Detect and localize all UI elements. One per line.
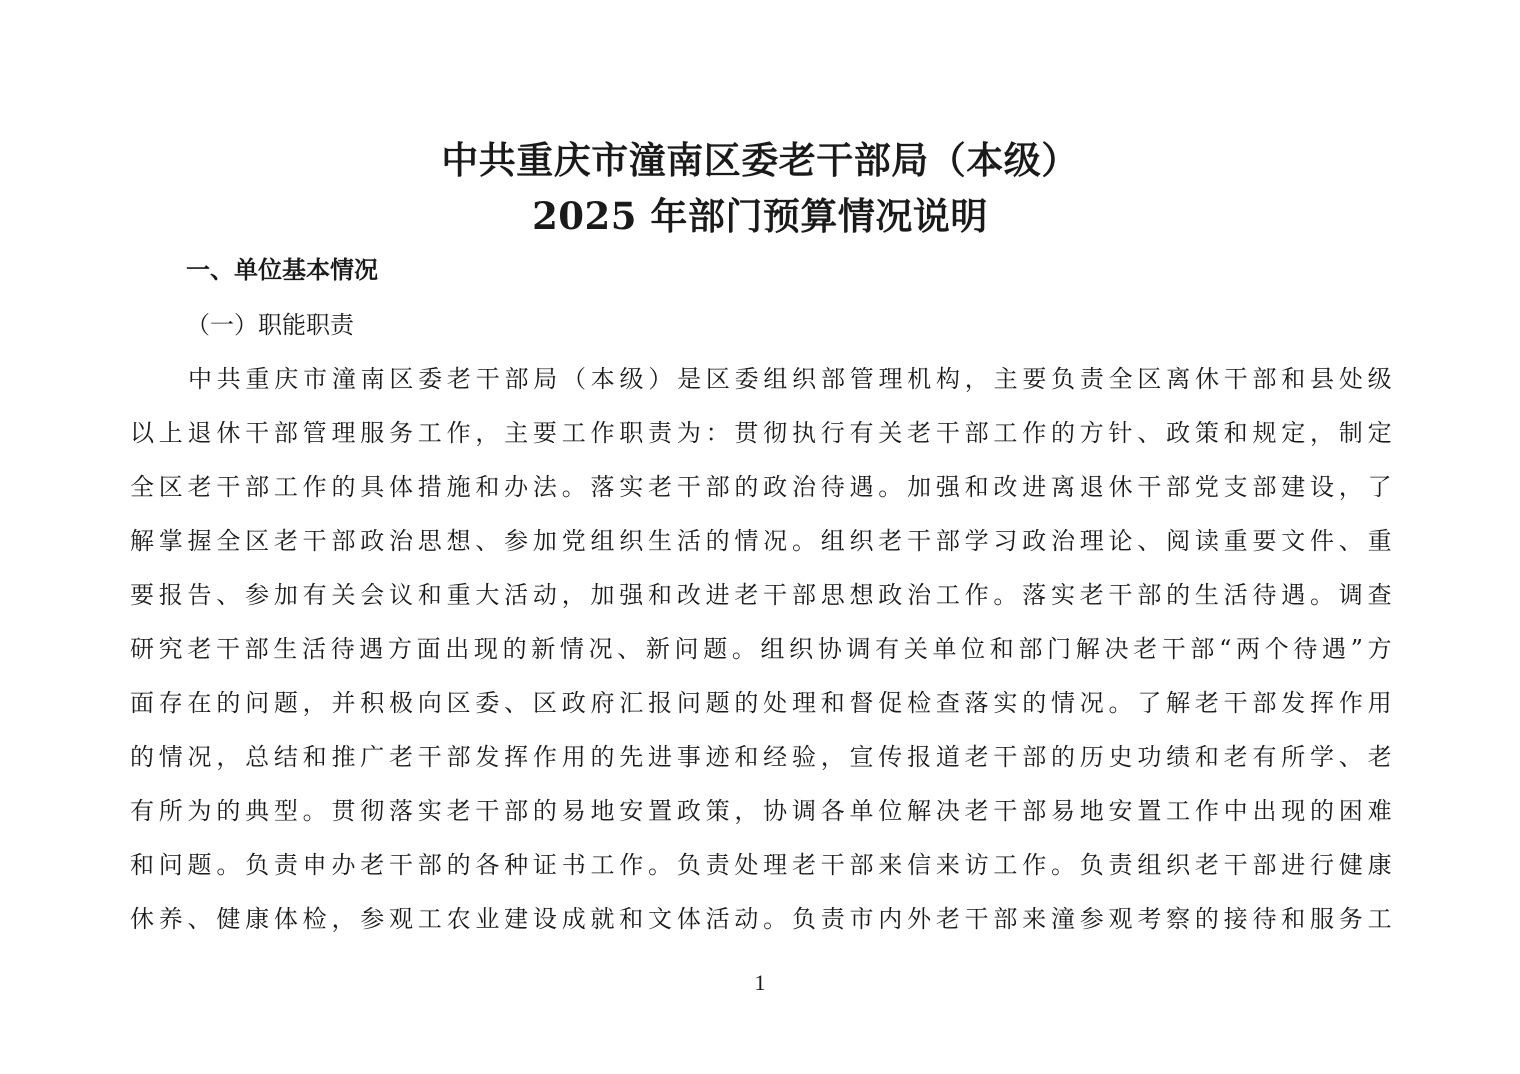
title-line-2: 2025 年部门预算情况说明 xyxy=(532,194,988,238)
document-title xyxy=(0,132,1520,244)
paragraph-line: 以上退休干部管理服务工作，主要工作职责为：贯彻执行有关老干部工作的方针、政策和规定，制定 xyxy=(130,419,1392,447)
duties-paragraph xyxy=(130,360,1392,954)
paragraph-line: 要报告、参加有关会议和重大活动，加强和改进老干部思想政治工作。落实老干部的生活待遇。调查 xyxy=(130,581,1392,609)
paragraph-line: 有所为的典型。贯彻落实老干部的易地安置政策，协调各单位解决老干部易地安置工作中出现的困难 xyxy=(130,797,1392,825)
title-line-1: 中共重庆市潼南区委老干部局（本级） xyxy=(441,138,1079,182)
page-number: 1 xyxy=(754,970,766,995)
paragraph-line: 面存在的问题，并积极向区委、区政府汇报问题的处理和督促检查落实的情况。了解老干部发挥作用 xyxy=(130,689,1392,717)
paragraph-line: 休养、健康体检，参观工农业建设成就和文体活动。负责市内外老干部来潼参观考察的接待和服务工 xyxy=(130,905,1392,933)
paragraph-line: 和问题。负责申办老干部的各种证书工作。负责处理老干部来信来访工作。负责组织老干部进行健康 xyxy=(130,851,1392,879)
paragraph-line: 全区老干部工作的具体措施和办法。落实老干部的政治待遇。加强和改进离退休干部党支部建设，了 xyxy=(130,473,1392,501)
paragraph-line: 中共重庆市潼南区委老干部局（本级）是区委组织部管理机构，主要负责全区离休干部和县处级 xyxy=(188,365,1392,393)
paragraph-line: 研究老干部生活待遇方面出现的新情况、新问题。组织协调有关单位和部门解决老干部“两个待遇”方 xyxy=(130,635,1392,663)
paragraph-line: 的情况，总结和推广老干部发挥作用的先进事迹和经验，宣传报道老干部的历史功绩和老有所学、老 xyxy=(130,743,1392,771)
paragraph-line: 解掌握全区老干部政治思想、参加党组织生活的情况。组织老干部学习政治理论、阅读重要文件、重 xyxy=(130,527,1392,555)
section-heading-basic-info: 一、单位基本情况 xyxy=(186,256,378,284)
subsection-heading-duties: （一）职能职责 xyxy=(186,311,354,339)
